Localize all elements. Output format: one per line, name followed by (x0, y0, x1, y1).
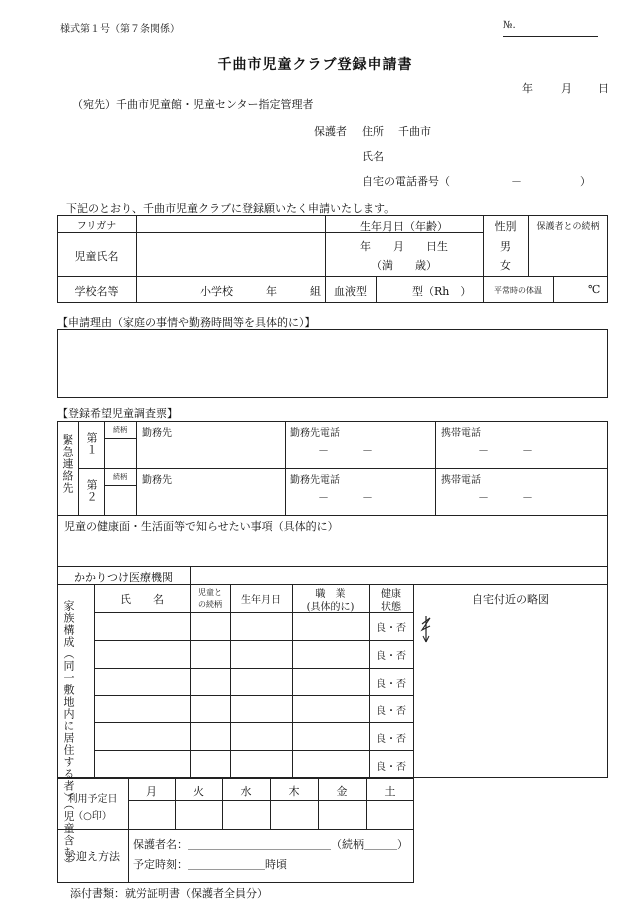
health-value-5: 良・否 (376, 734, 406, 745)
workplace-2: 勤務先 (142, 475, 172, 486)
health-value-3: 良・否 (376, 679, 406, 690)
date-month: 月 (561, 82, 572, 95)
school-label: 学校名等 (74, 285, 119, 298)
health-value-2: 良・否 (376, 651, 406, 662)
form-title: 千曲市児童クラブ登録申請書 (217, 57, 413, 73)
schedule-label-2: （○印） (73, 811, 112, 822)
relation-small-1: 続柄 (113, 426, 127, 434)
home-phone-label: 自宅の電話番号（ (362, 175, 450, 188)
work-phone-dashes-2: － － (318, 491, 373, 504)
work-phone-2: 勤務先電話 (290, 475, 340, 486)
col-health-2: 状態 (381, 602, 401, 613)
birth-line-1: 年 月 日生 (360, 240, 448, 253)
guardian-label: 保護者 (314, 125, 347, 138)
home-phone-close: ） (580, 175, 591, 188)
addressee: （宛先）千曲市児童館・児童センター指定管理者 (72, 98, 314, 111)
north-arrow-icon (419, 614, 433, 644)
col-relation-1: 児童と (198, 588, 222, 597)
pickup-label: お迎え方法 (65, 850, 120, 863)
work-phone-dashes-1: － － (318, 444, 373, 457)
col-job-1: 職 業 (315, 589, 346, 600)
day-wed: 水 (240, 785, 252, 798)
col-job-2: (具体的に) (306, 602, 355, 613)
reason-box (57, 329, 608, 398)
gender-header: 性別 (494, 220, 517, 233)
child-name-label: 児童氏名 (74, 250, 119, 263)
gender-female: 女 (500, 259, 511, 272)
map-header: 自宅付近の略図 (472, 593, 549, 606)
day-thu: 木 (288, 785, 300, 798)
relation-header: 保護者との続柄 (536, 222, 600, 232)
col-name: 氏 名 (120, 593, 164, 606)
address-value: 千曲市 (398, 125, 431, 138)
day-tue: 火 (193, 785, 204, 798)
col-relation-2: の続柄 (198, 600, 222, 609)
mobile-2: 携帯電話 (441, 475, 481, 486)
clinic-label: かかりつけ医療機関 (74, 571, 173, 584)
date-day: 日 (598, 82, 609, 95)
number-label: №. (503, 20, 516, 31)
temp-label: 平常時の体温 (494, 286, 542, 295)
form-id: 様式第１号（第７条関係） (60, 24, 180, 35)
pickup-guardian-name: 保護者名：＿＿＿＿＿＿＿＿＿＿＿＿＿（続柄＿＿＿） (133, 838, 408, 851)
survey-heading: 【登録希望児童調査票】 (57, 407, 178, 420)
schedule-label-1: 利用予定日 (67, 794, 118, 805)
mobile-dashes-2: － － (478, 491, 533, 504)
temp-unit: ℃ (588, 283, 601, 296)
birth-line-2: （満 歳） (371, 259, 437, 272)
day-fri: 金 (336, 785, 348, 798)
home-phone-dash: － (511, 175, 522, 188)
guardian-name-label: 氏名 (362, 150, 384, 163)
family-side-label: 家族構成（同一敷地内に居住する者）（児童含む） (62, 600, 75, 871)
col-birth: 生年月日 (241, 595, 281, 606)
mobile-dashes-1: － － (478, 444, 533, 457)
gender-male: 男 (500, 240, 511, 253)
intro-text: 下記のとおり、千曲市児童クラブに登録願いたく申請いたします。 (66, 202, 396, 215)
emergency-first: 第１ (85, 432, 98, 456)
emergency-second: 第２ (85, 479, 98, 503)
furigana-label: フリガナ (76, 221, 117, 232)
pickup-time: 予定時刻：＿＿＿＿＿＿＿時頃 (133, 858, 287, 871)
col-health-1: 健康 (381, 589, 401, 600)
emergency-label: 緊急連絡先 (61, 434, 74, 494)
mobile-1: 携帯電話 (441, 428, 481, 439)
date-year: 年 (522, 82, 533, 95)
relation-small-2: 続柄 (113, 473, 127, 481)
health-note-label: 児童の健康面・生活面等で知らせたい事項（具体的に） (64, 520, 339, 533)
work-phone-1: 勤務先電話 (290, 428, 340, 439)
birth-header: 生年月日（年齢） (360, 220, 448, 233)
school-value: 小学校 年 組 (200, 285, 321, 298)
health-value-1: 良・否 (376, 623, 406, 634)
blood-label: 血液型 (334, 285, 367, 298)
workplace-1: 勤務先 (142, 428, 172, 439)
attachment-note: 添付書類：就労証明書（保護者全員分） (70, 887, 268, 900)
reason-heading: 【申請理由（家庭の事情や勤務時間等を具体的に）】 (57, 316, 316, 329)
day-mon: 月 (146, 785, 157, 798)
day-sat: 土 (384, 785, 396, 798)
blood-value: 型（Rh ） (412, 285, 472, 298)
health-value-4: 良・否 (376, 706, 406, 717)
address-label: 住所 (362, 125, 384, 138)
health-value-6: 良・否 (376, 762, 406, 773)
